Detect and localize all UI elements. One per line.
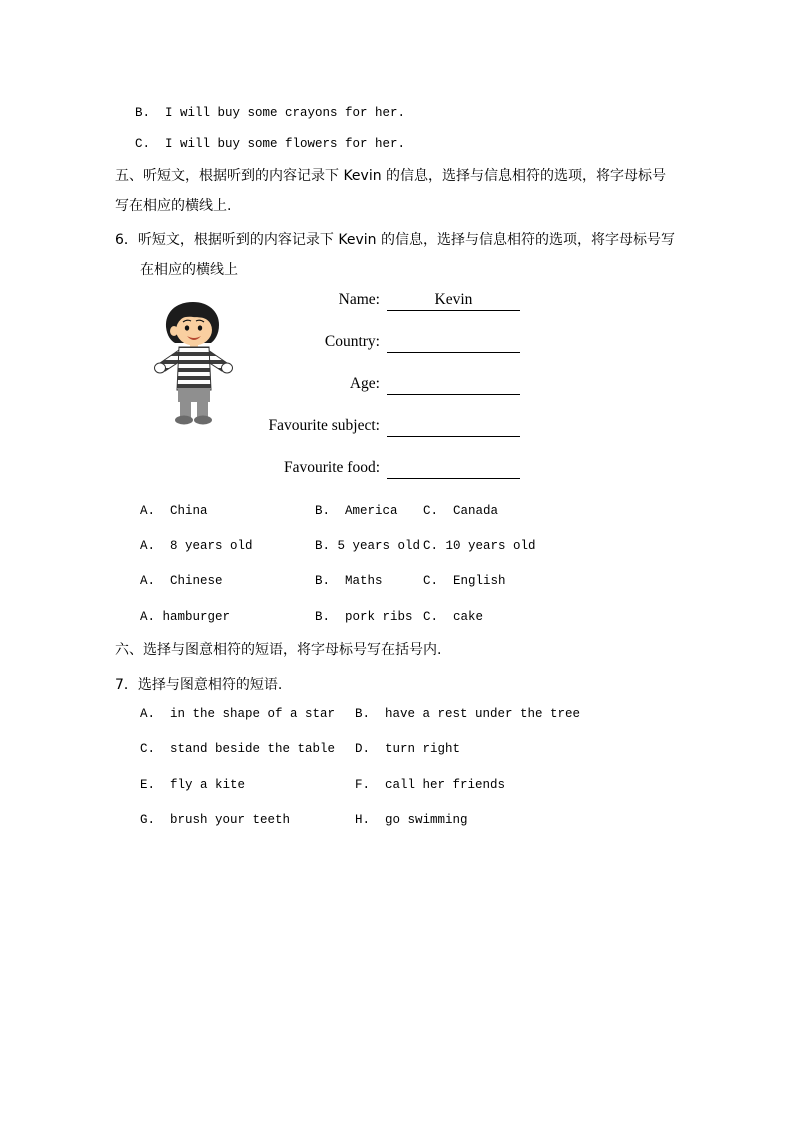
field-blank-favourite-food <box>387 457 520 479</box>
section5-heading-line1: 五、听短文，根据听到的内容记录下 Kevin 的信息，选择与信息相符的选项，将字母标号 <box>115 168 667 184</box>
form-row-favourite-subject <box>115 415 675 439</box>
choice-option: A. Chinese <box>140 574 223 588</box>
choice-option: C. English <box>423 574 506 588</box>
choice-option: A. 8 years old <box>140 539 253 553</box>
phrase-option: B. have a rest under the tree <box>355 707 581 721</box>
phrase-row <box>140 777 660 797</box>
form-row-country <box>115 331 675 355</box>
phrase-option: E. fly a kite <box>140 778 246 792</box>
choice-option: A. hamburger <box>140 610 231 624</box>
choice-option: A. China <box>140 504 208 518</box>
choice-option: C. cake <box>423 610 484 624</box>
choice-row-food <box>140 609 600 629</box>
question7: 7．选择与图意相符的短语. <box>115 677 283 693</box>
section6-heading: 六、选择与图意相符的短语，将字母标号写在括号内. <box>115 642 442 658</box>
choice-option: C. Canada <box>423 504 499 518</box>
question6-line1: 6．听短文，根据听到的内容记录下 Kevin 的信息，选择与信息相符的选项，将字母标号写 <box>115 232 675 248</box>
boy-illustration <box>148 300 238 428</box>
choice-option: B. pork ribs <box>315 610 413 624</box>
phrase-option: F. call her friends <box>355 778 506 792</box>
kevin-info-form <box>115 283 675 493</box>
phrase-row <box>140 741 660 761</box>
field-label-name: Name: <box>338 291 380 308</box>
field-blank-favourite-subject <box>387 415 520 437</box>
phrases-grid <box>140 706 660 836</box>
choices-grid <box>140 503 600 633</box>
section5-heading-line2: 写在相应的横线上. <box>115 198 232 214</box>
choice-option: C. 10 years old <box>423 539 536 553</box>
choice-row-country <box>140 503 600 523</box>
field-blank-age <box>387 373 520 395</box>
phrase-option: D. turn right <box>355 742 461 756</box>
question6-line2: 在相应的横线上 <box>140 262 238 278</box>
form-row-age <box>115 373 675 397</box>
option-b-line: B. I will buy some crayons for her. <box>135 106 406 120</box>
form-row-favourite-food <box>115 457 675 481</box>
phrase-row <box>140 706 660 726</box>
phrase-option: A. in the shape of a star <box>140 707 336 721</box>
phrase-option: G. brush your teeth <box>140 813 291 827</box>
choice-row-age <box>140 538 600 558</box>
field-value-name: Kevin <box>434 291 473 308</box>
choice-row-subject <box>140 573 600 593</box>
phrase-row <box>140 812 660 832</box>
choice-option: B. Maths <box>315 574 383 588</box>
field-label-favourite-subject: Favourite subject: <box>268 417 380 434</box>
field-label-age: Age: <box>349 375 380 392</box>
field-label-country: Country: <box>324 333 380 350</box>
phrase-option: C. stand beside the table <box>140 742 336 756</box>
option-c-line: C. I will buy some flowers for her. <box>135 137 406 151</box>
phrase-option: H. go swimming <box>355 813 468 827</box>
field-label-favourite-food: Favourite food: <box>284 459 380 476</box>
field-blank-name <box>387 289 520 311</box>
field-blank-country <box>387 331 520 353</box>
form-row-name <box>115 289 675 313</box>
choice-option: B. 5 years old <box>315 539 421 553</box>
choice-option: B. America <box>315 504 398 518</box>
